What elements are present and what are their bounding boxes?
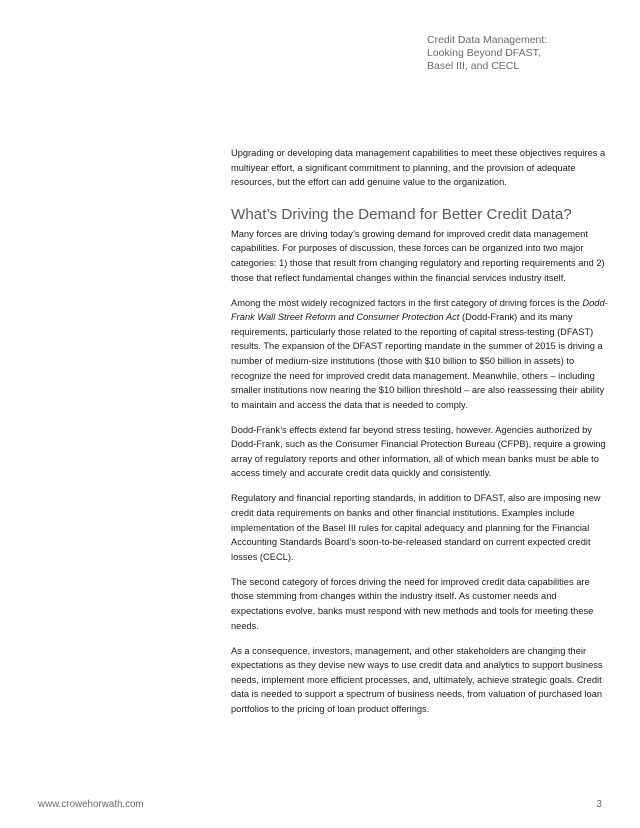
paragraph-2 (231, 296, 611, 413)
header-title-line-2: Looking Beyond DFAST, (427, 46, 541, 59)
paragraph-2-act-name: Dodd-Frank Wall Street Reform and Consumer Protection Act (231, 297, 608, 323)
main-content (231, 146, 611, 727)
paragraph-6: As a consequence, investors, management, and other stakeholders are changing their expectations as they devise new ways to use credit data and analytics to support business needs, implement more efficient processes, and, ultimately, achieve strategic goals. Credit data is needed to support a spectrum of business needs, from valuation of purchased loan portfolios to the pricing of loan product offerings. (231, 645, 603, 714)
paragraph-2-text-after: (Dodd-Frank) and its many requirements, particularly those related to the reporting of capital stress-testing (DFAST) results. The expansion of the DFAST reporting mandate in the summer of 2015 is driving a number of medium-size institutions (those with $10 billion to $50 billion in assets) to recognize the need for improved credit data management. Meanwhile, others – including smaller institutions now nearing the $10 billion threshold – are also reassessing their ability to maintain and access the data that is needed to comply. (231, 312, 605, 410)
paragraph-1: Many forces are driving today’s growing demand for improved credit data management capabilities. For purposes of discussion, these forces can be organized into two major categories: 1) those that result from changing regulatory and reporting requirements and 2) those that reflect fundamental changes within the financial services industry itself. (231, 228, 605, 283)
section-heading: What’s Driving the Demand for Better Credit Data? (231, 205, 572, 223)
page-number: 3 (596, 799, 602, 810)
document-header-title (427, 34, 617, 72)
footer-url: www.crowehorwath.com (38, 799, 144, 810)
paragraph-2-text-before: Among the most widely recognized factors in the first category of driving forces is the (231, 297, 583, 308)
header-title-line-3: Basel III, and CECL (427, 59, 520, 72)
paragraph-4: Regulatory and financial reporting standards, in addition to DFAST, also are imposing new credit data requirements on banks and other financial institutions. Examples include implementation of the Basel III rules for capital adequacy and planning for the Financial Accounting Standards Board’s soon-to-be-released standard on current expected credit losses (CECL). (231, 493, 601, 562)
paragraph-3: Dodd-Frank’s effects extend far beyond stress testing, however. Agencies authorized by Dodd-Frank, such as the Consumer Financial Protection Bureau (CFPB), require a growing array of regulatory reports and other information, all of which mean banks must be able to access timely and accurate credit data quickly and consistently. (231, 424, 606, 479)
header-title-line-1: Credit Data Management: (427, 34, 548, 46)
intro-paragraph: Upgrading or developing data management capabilities to meet these objectives requires a multiyear effort, a significant commitment to planning, and the provision of adequate resources, but the effort can add genuine value to the organization. (231, 148, 606, 188)
paragraph-5: The second category of forces driving the need for improved credit data capabilities are those stemming from changes within the industry itself. As customer needs and expectations evolve, banks must respond with new methods and tools for meeting these needs. (231, 576, 594, 631)
